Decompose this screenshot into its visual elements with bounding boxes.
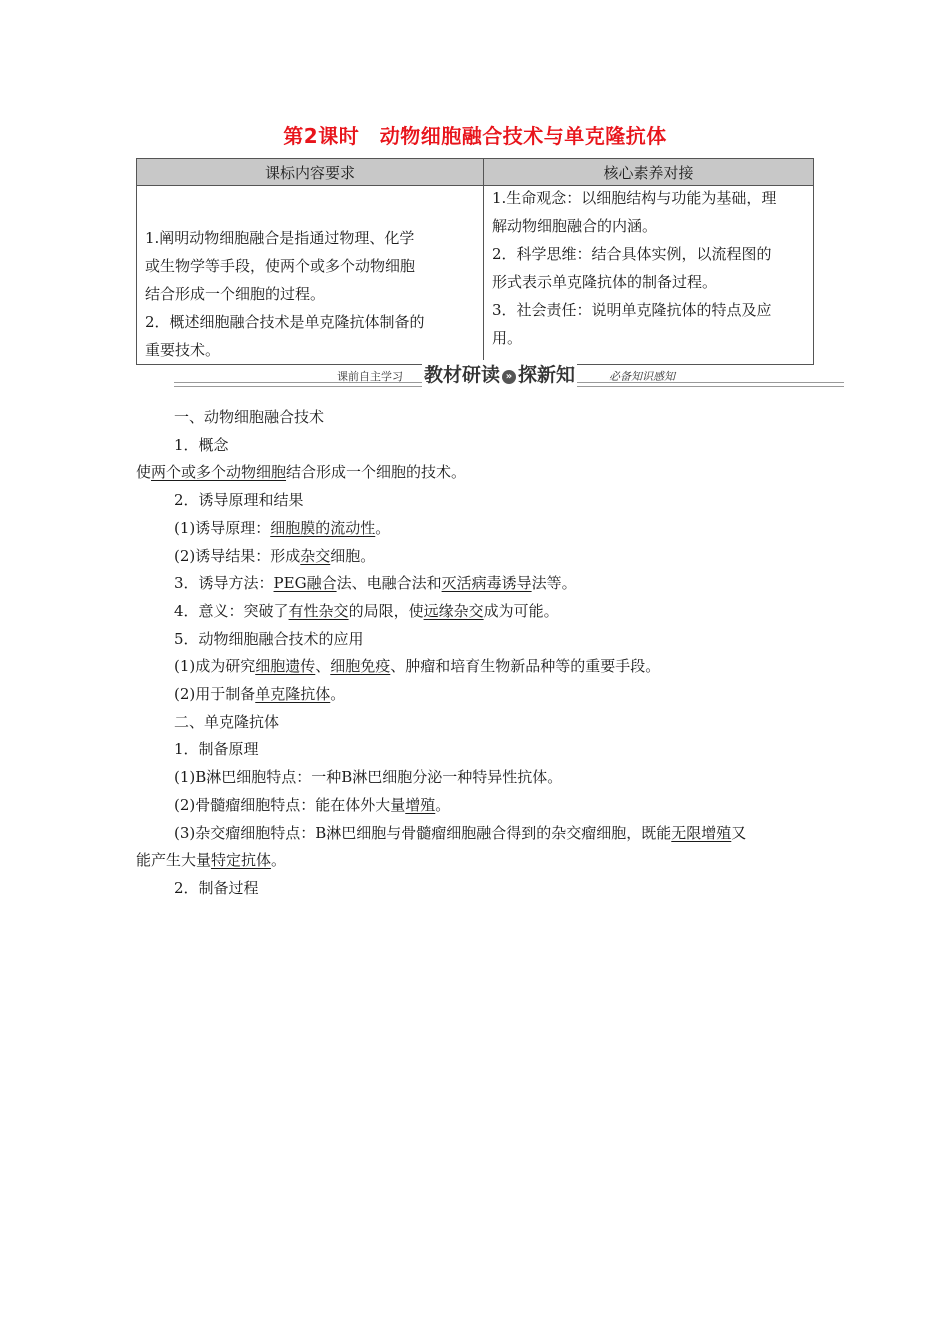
section-banner: [174, 360, 844, 388]
underlined-answer: 灭活病毒诱导: [441, 574, 532, 593]
text-line: 2．概述细胞融合技术是单克隆抗体制备的: [145, 313, 425, 331]
text-line: 1.生命观念：以细胞结构与功能为基础，理: [492, 189, 777, 207]
underlined-answer: 细胞膜的流动性: [270, 518, 376, 537]
page-title: 第2课时 动物细胞融合技术与单克隆抗体: [283, 124, 667, 148]
underlined-answer: PEG融合: [273, 574, 337, 593]
text-line: 解动物细胞融合的内涵。: [492, 217, 658, 235]
paragraph: (2)诱导结果：形成杂交细胞。: [174, 546, 376, 565]
text-line: 结合形成一个细胞的过程。: [145, 285, 326, 303]
document-body: [136, 404, 816, 903]
paragraph: (2)用于制备单克隆抗体。: [174, 685, 346, 704]
text-line: 或生物学等手段，使两个或多个动物细胞: [145, 257, 416, 275]
paragraph: (3)杂交瘤细胞特点：B淋巴细胞与骨髓瘤细胞融合得到的杂交瘤细胞，既能无限增殖又: [174, 823, 747, 842]
banner-right-label: 必备知识感知: [609, 370, 675, 383]
text-line: 3．社会责任：说明单克隆抗体的特点及应: [492, 301, 772, 319]
requirements-table: [136, 158, 814, 365]
underlined-answer: 无限增殖: [671, 823, 732, 842]
table-header-literacy: 核心素养对接: [484, 159, 814, 186]
banner-left-label: 课前自主学习: [337, 370, 403, 383]
banner-main-a: 教材研读: [424, 364, 501, 386]
text-line: 用。: [492, 329, 523, 347]
underlined-answer: 单克隆抗体: [255, 685, 331, 704]
subheading: 2．诱导原理和结果: [174, 491, 304, 510]
underlined-answer: 细胞遗传: [255, 657, 316, 676]
paragraph: 能产生大量特定抗体。: [136, 851, 287, 870]
chevron-right-icon: »: [502, 370, 516, 384]
paragraph: 3．诱导方法：PEG融合法、电融合法和灭活病毒诱导法等。: [174, 574, 577, 593]
section-heading: 二、单克隆抗体: [174, 712, 280, 731]
paragraph: 4．意义：突破了有性杂交的局限，使远缘杂交成为可能。: [174, 601, 559, 620]
text-line: 1.阐明动物细胞融合是指通过物理、化学: [145, 229, 415, 247]
paragraph: 使两个或多个动物细胞结合形成一个细胞的技术。: [136, 463, 467, 482]
underlined-answer: 杂交: [300, 546, 331, 565]
subheading: 1．概念: [174, 435, 229, 454]
table-header-standards: 课标内容要求: [137, 159, 484, 186]
underlined-answer: 细胞免疫: [330, 657, 391, 676]
underlined-answer: 增殖: [405, 795, 436, 814]
text-line: 2．科学思维：结合具体实例，以流程图的: [492, 245, 772, 263]
table-cell-literacy: [484, 186, 814, 365]
underlined-answer: 有性杂交: [288, 601, 349, 620]
text-line: 形式表示单克隆抗体的制备过程。: [492, 273, 718, 291]
subheading: 2．制备过程: [174, 878, 259, 897]
text-line: 重要技术。: [145, 341, 221, 359]
table-cell-standards: [137, 186, 484, 365]
underlined-answer: 远缘杂交: [423, 601, 484, 620]
paragraph: (1)B淋巴细胞特点：一种B淋巴细胞分泌一种特异性抗体。: [174, 768, 563, 787]
paragraph: (1)诱导原理：细胞膜的流动性。: [174, 518, 391, 537]
paragraph: (1)成为研究细胞遗传、细胞免疫、肿瘤和培育生物新品种等的重要手段。: [174, 657, 661, 676]
underlined-answer: 特定抗体: [211, 851, 272, 870]
subheading: 1．制备原理: [174, 740, 259, 759]
banner-main-b: 探新知: [518, 364, 576, 386]
banner-main-title: [422, 360, 577, 387]
underlined-answer: 两个或多个动物细胞: [151, 463, 287, 482]
paragraph: (2)骨髓瘤细胞特点：能在体外大量增殖。: [174, 795, 451, 814]
subheading: 5．动物细胞融合技术的应用: [174, 629, 364, 648]
section-heading: 一、动物细胞融合技术: [174, 408, 325, 426]
